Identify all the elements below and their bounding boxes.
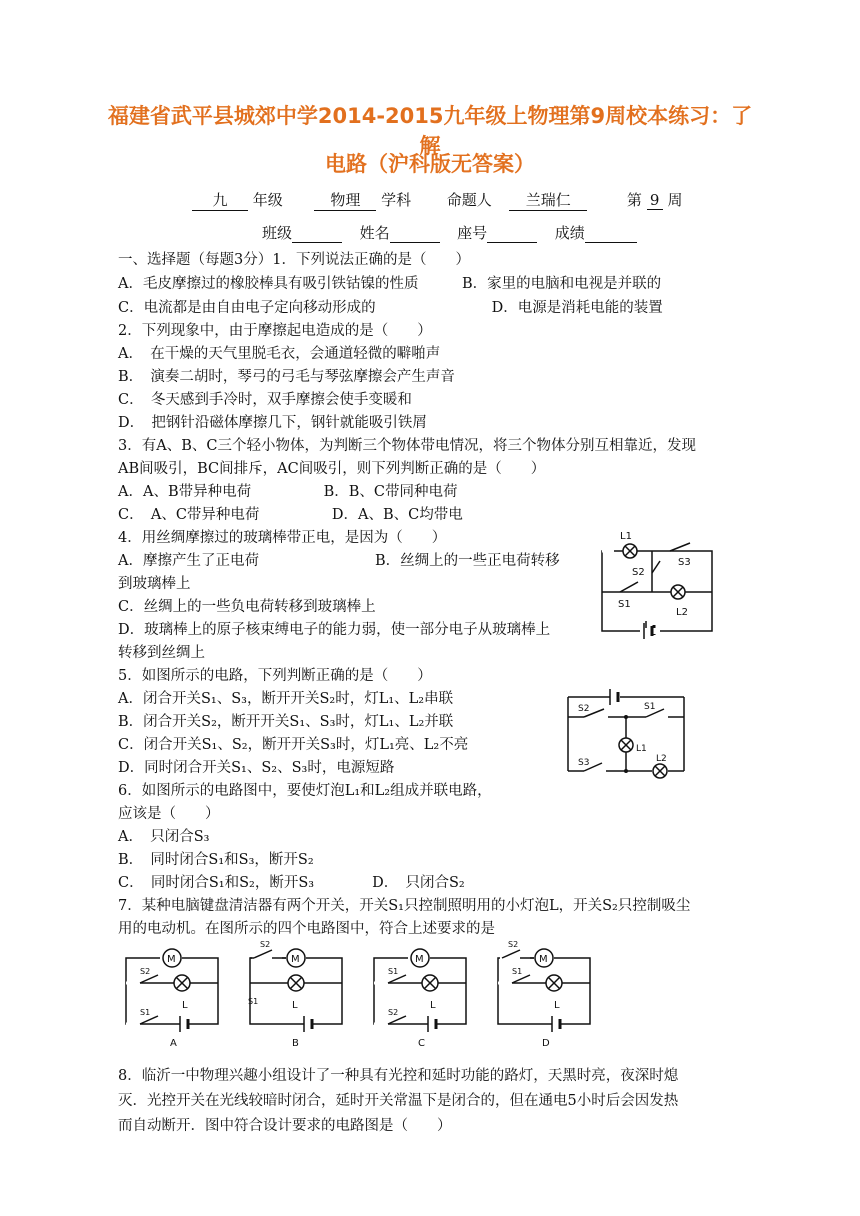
q5-circuit-diagram <box>560 685 690 785</box>
text-line-22: C．闭合开关S₁、S₂，断开开关S₃时，灯L₁亮、L₂不亮 <box>118 737 469 753</box>
text-line-24: 6．如图所示的电路图中，要使灯泡L₁和L₂组成并联电路， <box>118 783 492 799</box>
author-label: 命题人 <box>446 191 492 209</box>
class-field <box>292 224 342 243</box>
q5-label-s1: S1 <box>644 702 656 712</box>
text-line-3: C．电流都是由自由电子定向移动形成的 D．电源是消耗电能的装置 <box>118 300 663 316</box>
text-line-11: A．A、B带异种电荷 B．B、C带同种电荷 <box>118 484 458 500</box>
header-row-2 <box>262 222 637 243</box>
header-row-1 <box>192 189 682 211</box>
q7c-s1-label: S1 <box>388 967 399 976</box>
document-title-line2: 电路（沪科版无答案） <box>325 152 535 176</box>
text-line-13: 4．用丝绸摩擦过的玻璃棒带正电，是因为（ ） <box>118 530 447 546</box>
text-line-6: B． 演奏二胡时，琴弓的弓毛与琴弦摩擦会产生声音 <box>118 369 455 385</box>
q7d-motor-label: M <box>539 954 548 965</box>
score-field <box>585 224 637 243</box>
subject-value: 物理 <box>314 189 376 211</box>
text-line-5: A． 在干燥的天气里脱毛衣，会通道轻微的噼啪声 <box>118 346 441 362</box>
q4-circuit-diagram <box>590 525 720 645</box>
name-field <box>390 224 440 243</box>
text-line-14: A．摩擦产生了正电荷 B．丝绸上的一些正电荷转移 <box>118 553 560 569</box>
q4-label-l1: L1 <box>620 531 632 542</box>
text-line-27: B． 同时闭合S₁和S₃，断开S₂ <box>118 852 314 868</box>
name-label: 姓名 <box>359 224 390 242</box>
q7c-motor-label: M <box>415 954 424 965</box>
q7a-caption: A <box>170 1038 177 1049</box>
text-line-21: B．闭合开关S₂，断开开关S₁、S₃时，灯L₁、L₂并联 <box>118 714 454 730</box>
q5-label-l1: L1 <box>636 744 647 754</box>
document-title-line1: 福建省武平县城郊中学2014-2015九年级上物理第9周校本练习：了解 <box>107 104 753 158</box>
text-line-17: D．玻璃棒上的原子核束缚电子的能力弱，使一部分电子从玻璃棒上 <box>118 622 551 638</box>
seat-label: 座号 <box>457 224 488 242</box>
week-value: 9 <box>647 191 663 210</box>
q7b-s1-label: S1 <box>248 997 259 1006</box>
text-line-10: AB间吸引，BC间排斥，AC间吸引，则下列判断正确的是（ ） <box>118 461 546 477</box>
q8-line-3: 而自动断开．图中符合设计要求的电路图是（ ） <box>118 1118 452 1134</box>
week-suffix: 周 <box>667 191 683 209</box>
text-line-2: A．毛皮摩擦过的橡胶棒具有吸引铁钴镍的性质 B．家里的电脑和电视是并联的 <box>118 276 662 292</box>
q5-label-s2: S2 <box>578 704 590 714</box>
text-line-1: 一、选择题（每题3分）1．下列说法正确的是（ ） <box>118 252 470 268</box>
q7a-s1-label: S1 <box>140 1008 151 1017</box>
subject-label: 学科 <box>381 191 412 209</box>
text-line-19: 5．如图所示的电路，下列判断正确的是（ ） <box>118 668 432 684</box>
q4-label-s2: S2 <box>632 567 645 578</box>
q7b-s2-label: S2 <box>260 940 271 949</box>
q7c-caption: C <box>418 1038 425 1049</box>
q4-label-l2: L2 <box>676 607 688 618</box>
q7d-lamp-label: L <box>554 1000 560 1011</box>
q5-label-s3: S3 <box>578 758 590 768</box>
text-line-15: 到玻璃棒上 <box>118 576 191 592</box>
q7a-motor-label: M <box>167 954 176 965</box>
class-label: 班级 <box>262 224 293 242</box>
q8-line-2: 灭．光控开关在光线较暗时闭合，延时开关常温下是闭合的，但在通电5小时后会因发热 <box>118 1093 679 1109</box>
text-line-25: 应该是（ ） <box>118 806 220 822</box>
q7b-lamp-label: L <box>292 1000 298 1011</box>
q4-label-s3: S3 <box>678 557 691 568</box>
text-line-16: C．丝绸上的一些负电荷转移到玻璃棒上 <box>118 599 376 615</box>
q7b-motor-label: M <box>291 954 300 965</box>
score-label: 成绩 <box>554 224 585 242</box>
seat-field <box>487 224 537 243</box>
q7b-caption: B <box>292 1038 299 1049</box>
week-prefix: 第 <box>626 191 642 209</box>
text-line-30: 用的电动机。在图所示的四个电路图中，符合上述要求的是 <box>118 921 495 937</box>
text-line-8: D． 把钢针沿磁体摩擦几下，钢针就能吸引铁屑 <box>118 415 427 431</box>
text-line-7: C． 冬天感到手冷时，双手摩擦会使手变暖和 <box>118 392 412 408</box>
q7d-caption: D <box>542 1038 550 1049</box>
q7a-lamp-label: L <box>182 1000 188 1011</box>
q7c-lamp-label: L <box>430 1000 436 1011</box>
q7c-s2-label: S2 <box>388 1008 399 1017</box>
q7d-s2-label: S2 <box>508 940 519 949</box>
q8-line-1: 8．临沂一中物理兴趣小组设计了一种具有光控和延时功能的路灯，天黑时亮，夜深时熄 <box>118 1068 679 1084</box>
q7d-s1-label: S1 <box>512 967 523 976</box>
text-line-20: A．闭合开关S₁、S₃，断开开关S₂时，灯L₁、L₂串联 <box>118 691 454 707</box>
text-line-9: 3．有A、B、C三个轻小物体，为判断三个物体带电情况，将三个物体分别互相靠近，发现 <box>118 438 696 454</box>
text-line-23: D．同时闭合开关S₁、S₂、S₃时，电源短路 <box>118 760 395 776</box>
q4-label-s1: S1 <box>618 599 631 610</box>
text-line-12: C． A、C带异种电荷 D．A、B、C均带电 <box>118 507 463 523</box>
text-line-26: A． 只闭合S₃ <box>118 829 210 845</box>
text-line-29: 7．某种电脑键盘清洁器有两个开关，开关S₁只控制照明用的小灯泡L，开关S₂只控制吸尘 <box>118 898 691 914</box>
text-line-28: C． 同时闭合S₁和S₂，断开S₃ D． 只闭合S₂ <box>118 875 465 891</box>
q7-circuit-diagrams <box>118 938 618 1050</box>
grade-label: 年级 <box>252 191 283 209</box>
author-value: 兰瑞仁 <box>509 189 587 211</box>
text-line-18: 转移到丝绸上 <box>118 645 205 661</box>
q5-label-l2: L2 <box>656 754 667 764</box>
grade-value: 九 <box>192 189 248 211</box>
q7a-s2-label: S2 <box>140 967 151 976</box>
text-line-4: 2．下列现象中，由于摩擦起电造成的是（ ） <box>118 323 432 339</box>
